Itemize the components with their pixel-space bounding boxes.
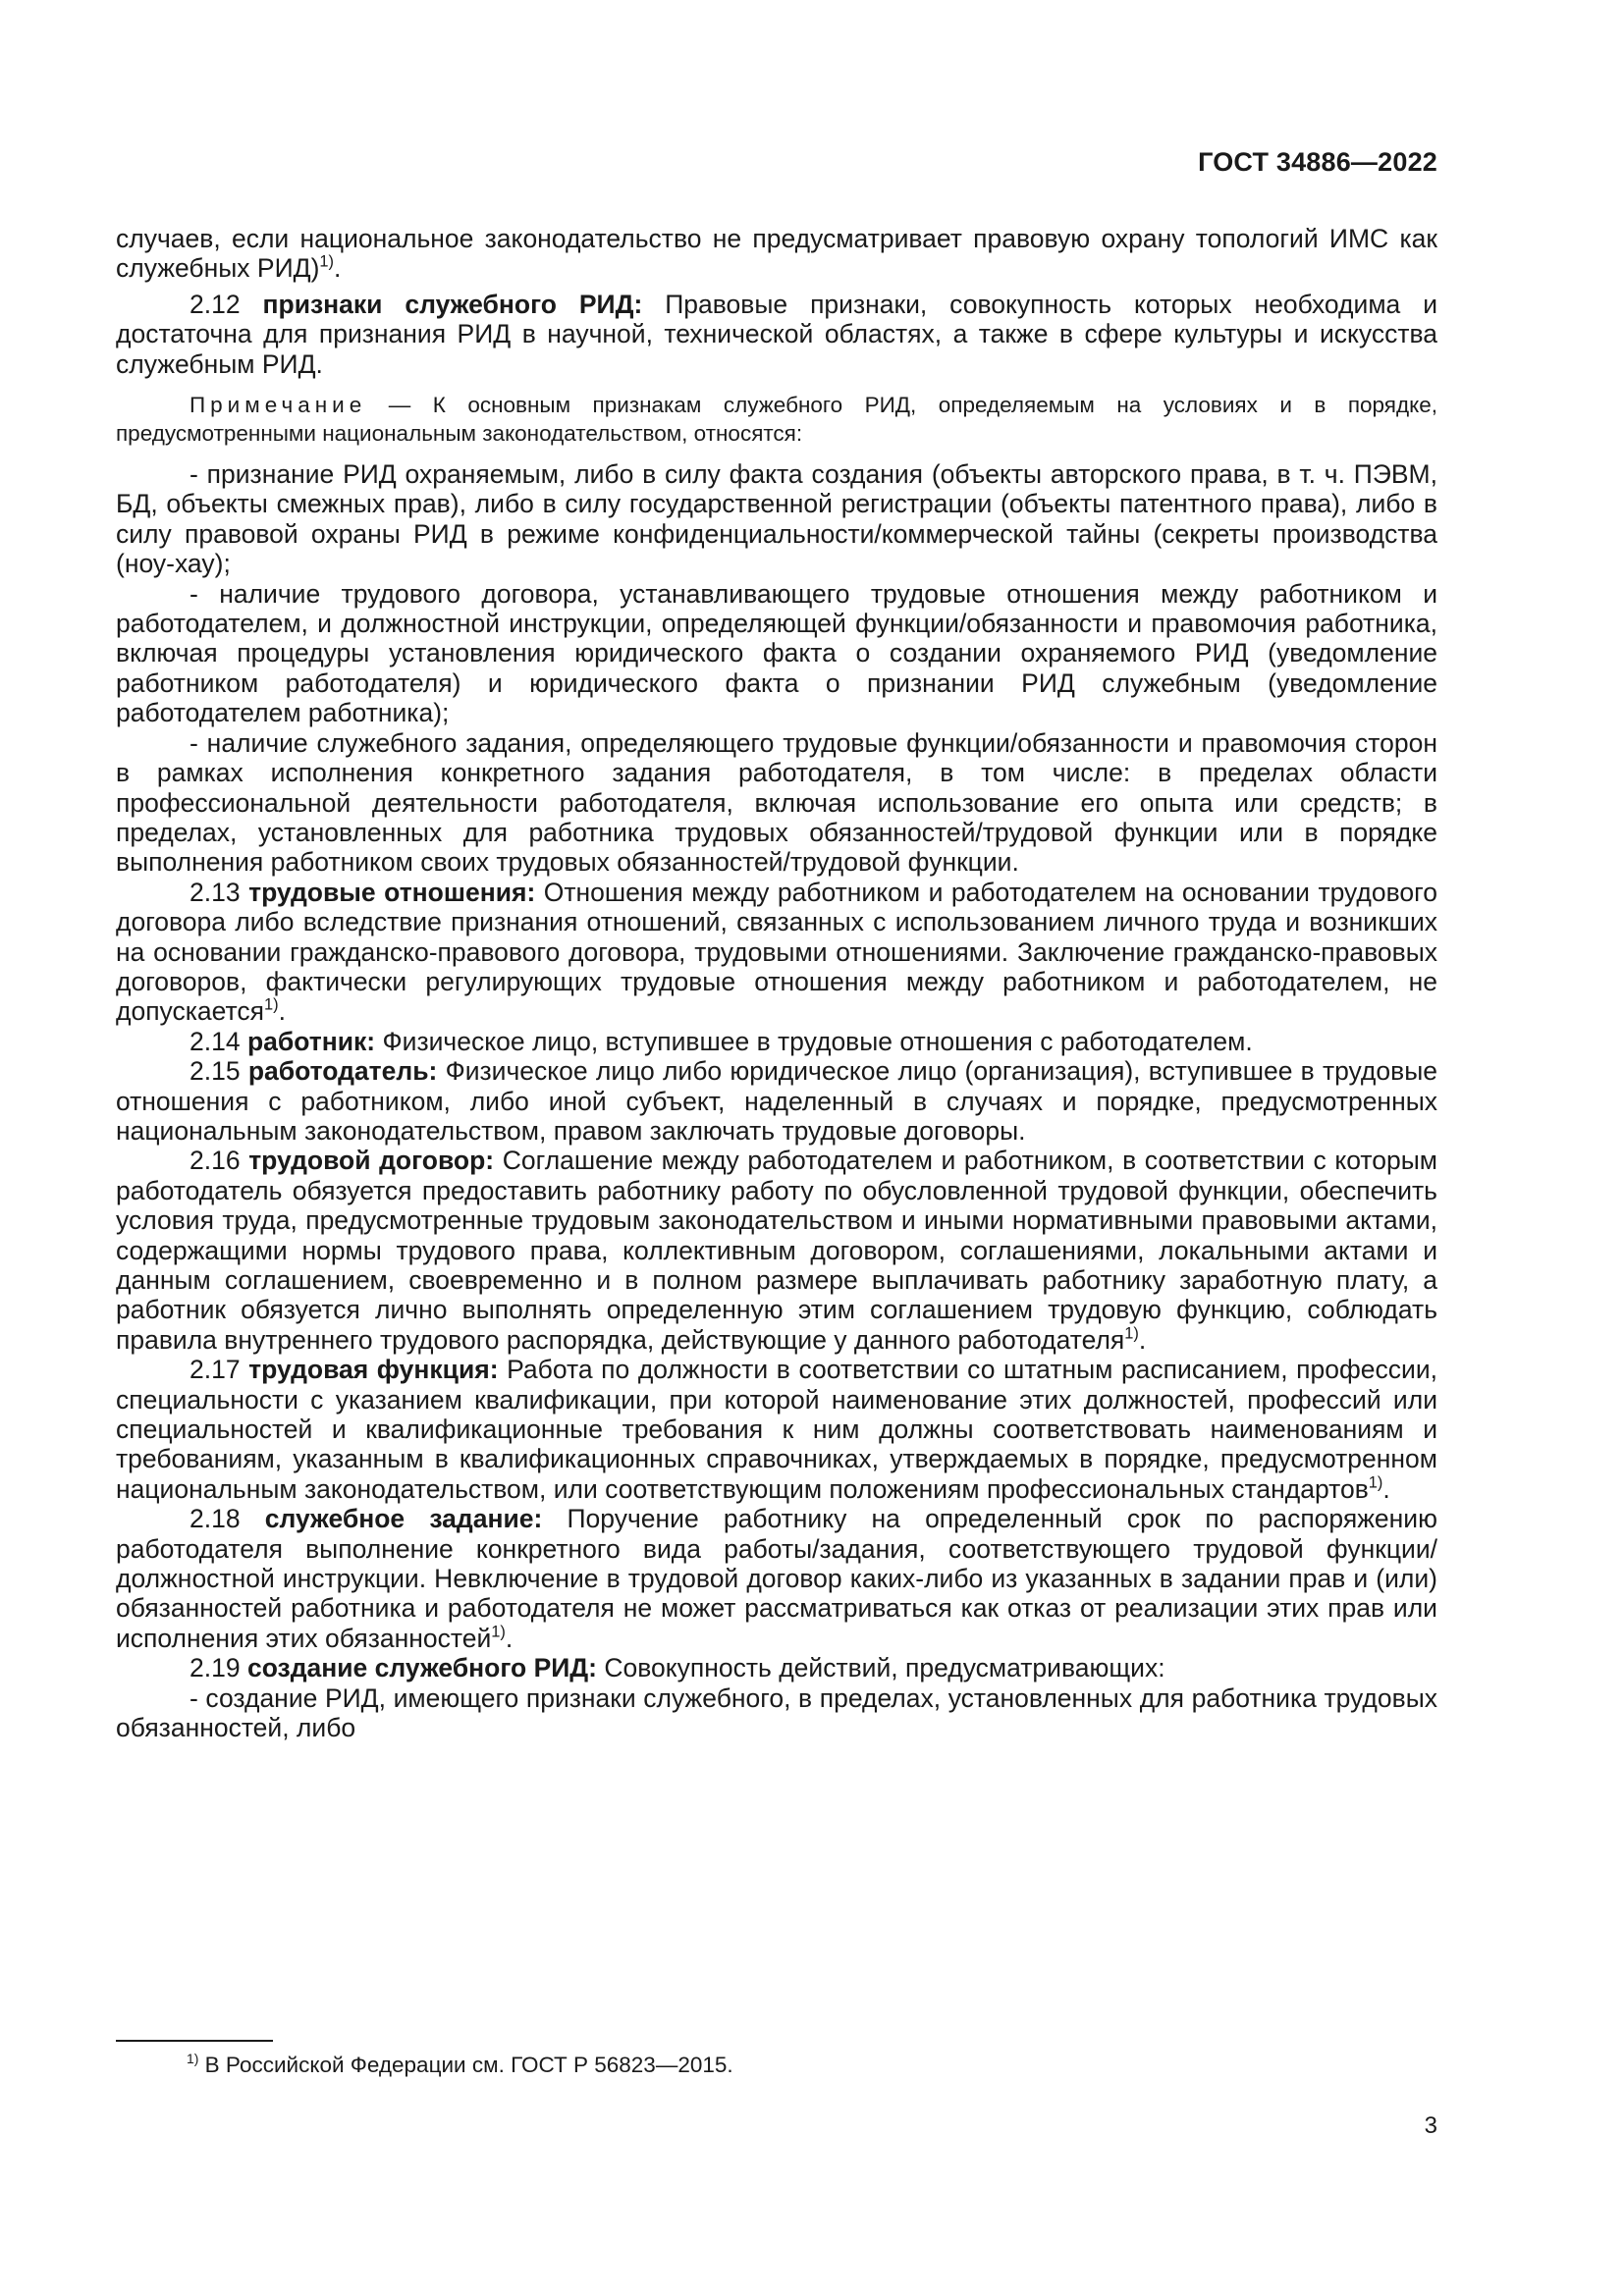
term-definition: Физическое лицо, вступившее в трудовые отношения с работодателем. — [382, 1026, 1253, 1056]
term-number: 2.18 — [189, 1504, 241, 1534]
note-paragraph — [116, 391, 1437, 448]
footnote-ref: 1) — [319, 252, 335, 271]
term-title: работник: — [246, 1026, 376, 1056]
term-number: 2.15 — [189, 1056, 241, 1087]
term-definition: Соглашение между работодателем и работником, в соответствии с которым работодатель обязуется предоставить работнику работу по обусловленной трудовой функции, обеспечить условия труда, предусмотренные трудовым законодательством и иными нормативными правовыми актами, содержащими нормы трудового права, коллективным договором, соглашениями, локальными актами и данным соглашением, своевременно и в полном размере выплачивать работнику заработную плату, а работник обязуется лично выполнять определенную этим соглашением трудовую функцию, соблюдать правила внутреннего трудового распорядка, действующие у данного работодателя — [116, 1146, 1437, 1355]
term-2-12 — [116, 290, 1437, 379]
term-definition: Работа по должности в соответствии со штатным расписанием, профессии, специальности с указанием квалификации, при которой наименование этих должностей, профессий или специальностей и квалификационные требования к ним должны соответствовать наименованиям и требованиям, указанным в квалификационных справочниках, утверждаемых в порядке, предусмотренном национальным законодательством, или соответствующим положениям профессиональных стандартов — [116, 1355, 1437, 1504]
bullet-item: - наличие трудового договора, устанавливающего трудовые отношения между работником и работодателем, и должностной инструкции, определяющей функции/обязанности и правомочия работника, включая процедуры установления юридического факта о создании охраняемого РИД (уведомление работником работодателя) и юридического факта о признании РИД служебным (уведомление работодателем работника); — [116, 578, 1437, 728]
bullet-item: - признание РИД охраняемым, либо в силу факта создания (объекты авторского права, в т. ч. ПЭВМ, БД, объекты смежных прав), либо в силу государственной регистрации (объекты патентного права), либо в силу правовой охраны РИД в режиме конфиденциальности/коммерческой тайны (секреты производства (ноу-хау); — [116, 459, 1437, 579]
footnote-ref: 1) — [263, 995, 279, 1014]
term-title: служебное задание: — [264, 1504, 543, 1534]
term-title: трудовые отношения: — [248, 877, 536, 907]
footnote-ref: 1) — [491, 1623, 506, 1641]
note-text: — К основным признакам служебного РИД, определяемым на условиях и в порядке, предусмотренными национальным законодательством, относятся: — [116, 393, 1437, 447]
footnote-text: В Российской Федерации см. ГОСТ Р 56823—2015. — [204, 2053, 733, 2077]
term-definition: Совокупность действий, предусматривающих: — [604, 1653, 1165, 1683]
term-title: трудовой договор: — [248, 1146, 495, 1176]
term-title: создание служебного РИД: — [246, 1653, 597, 1683]
term-definition: Отношения между работником и работодателем на основании трудового договора либо вследствие признания отношений, связанных с использованием личного труда и возникших на основании гражданско-правового договора, трудовыми отношениями. Заключение гражданско-правовых договоров, фактически регулирующих трудовые отношения между работником и работодателем, не допускается — [116, 877, 1437, 1027]
document-id-header: ГОСТ 34886—2022 — [1198, 147, 1437, 177]
term-number: 2.17 — [189, 1355, 241, 1385]
footnote-separator — [116, 2040, 273, 2042]
term-definition: Физическое лицо либо юридическое лицо (организация), вступившее в трудовые отношения с работником, либо иной субъект, наделенный в случаях и порядке, предусмотренных национальным законодательством, правом заключать трудовые договоры. — [116, 1056, 1437, 1146]
footnote — [187, 2052, 733, 2079]
continuation-paragraph: случаев, если национальное законодательство не предусматривает правовую охрану топологий ИМС как служебных РИД)$^{1)}$. — [116, 224, 1437, 284]
page-number: 3 — [1424, 2112, 1437, 2139]
term-number: 2.12 — [189, 289, 241, 319]
footnote-ref: 1) — [1124, 1324, 1139, 1343]
document-body — [116, 224, 1437, 1743]
term-definition: Правовые признаки, совокупность которых необходима и достаточна для признания РИД в научной, технической областях, а также в сфере культуры и искусства служебным РИД. — [116, 289, 1437, 379]
term-2-15 — [116, 1056, 1437, 1146]
footnote-marker: 1) — [187, 2050, 199, 2066]
term-number: 2.14 — [189, 1026, 241, 1056]
term-title: работодатель: — [247, 1056, 438, 1087]
bullet-item: - наличие служебного задания, определяющего трудовые функции/обязанности и правомочия сторон в рамках исполнения конкретного задания работодателя, в том числе: в пределах области профессиональной деятельности работодателя, включая использование его опыта или средств; в пределах, установленных для работника трудовых обязанностей/трудовой функции или в порядке выполнения работником своих трудовых обязанностей/трудовой функции. — [116, 727, 1437, 878]
term-2-17: 2.17 трудовая функция: Работа по должности в соответствии со штатным расписанием, профессии, специальности с указанием квалификации, при которой наименование этих должностей, профессий или специальностей и квалификационные требования к ним должны соответствовать наименованиям и требованиям, указанным в квалификационных справочниках, утверждаемых в порядке, предусмотренном национальным законодательством, или соответствующим положениям профессиональных стандартов$^{1)}$. — [116, 1355, 1437, 1504]
term-title: трудовая функция: — [248, 1355, 499, 1385]
term-2-14 — [116, 1027, 1437, 1056]
bullet-item: - создание РИД, имеющего признаки служебного, в пределах, установленных для работника трудовых обязанностей, либо — [116, 1682, 1437, 1743]
term-number: 2.13 — [189, 877, 241, 907]
footnote-ref: 1) — [1368, 1473, 1383, 1492]
note-label: Примечание — [189, 393, 367, 418]
term-number: 2.16 — [189, 1146, 241, 1176]
term-2-13: 2.13 трудовые отношения: Отношения между работником и работодателем на основании трудового договора либо вследствие признания отношений, связанных с использованием личного труда и возникших на основании гражданско-правового договора, трудовыми отношениями. Заключение гражданско-правовых договоров, фактически регулирующих трудовые отношения между работником и работодателем, не допускается$^{1)}$. — [116, 877, 1437, 1027]
term-2-18: 2.18 служебное задание: Поручение работнику на определенный срок по распоряжению работодателя выполнение конкретного вида работы/задания, соответствующего трудовой функции/должностной инструкции. Невключение в трудовой договор каких-либо из указанных в задании прав и (или) обязанностей работника и работодателя не может рассматриваться как отказ от реализации этих прав или исполнения этих обязанностей$^{1)}$. — [116, 1504, 1437, 1653]
term-2-19 — [116, 1653, 1437, 1682]
term-title: признаки служебного РИД: — [262, 289, 643, 319]
term-number: 2.19 — [189, 1653, 241, 1683]
term-2-16: 2.16 трудовой договор: Соглашение между работодателем и работником, в соответствии с которым работодатель обязуется предоставить работнику работу по обусловленной трудовой функции, обеспечить условия труда, предусмотренные трудовым законодательством и иными нормативными правовыми актами, содержащими нормы трудового права, коллективным договором, соглашениями, локальными актами и данным соглашением, своевременно и в полном размере выплачивать работнику заработную плату, а работник обязуется лично выполнять определенную этим соглашением трудовую функцию, соблюдать правила внутреннего трудового распорядка, действующие у данного работодателя$^{1)}$. — [116, 1146, 1437, 1355]
term-definition: Поручение работнику на определенный срок по распоряжению работодателя выполнение конкретного вида работы/задания, соответствующего трудовой функции/должностной инструкции. Невключение в трудовой договор каких-либо из указанных в задании прав и (или) обязанностей работника и работодателя не может рассматриваться как отказ от реализации этих прав или исполнения этих обязанностей — [116, 1504, 1437, 1653]
